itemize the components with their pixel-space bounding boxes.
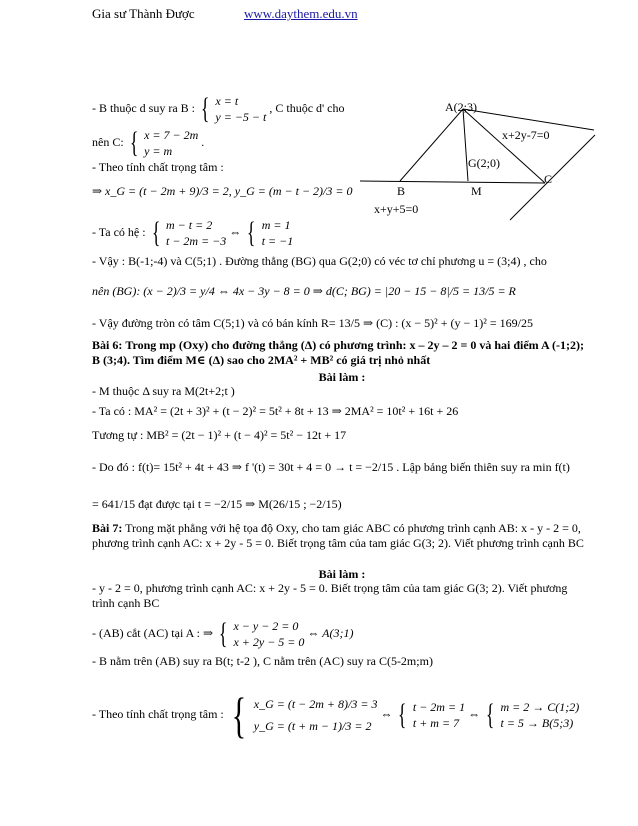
- bai7-sys-g: x_G = (t − 2m + 8)/3 = 3 y_G = (t + m − 1)/3 = 2: [253, 697, 378, 733]
- bai6-line-3: Tương tự : MB² = (2t − 1)² + (t − 4)² = 5t² − 12t + 17: [92, 428, 347, 442]
- bai7-problem: [92, 521, 592, 551]
- bai6-line-1: - M thuộc Δ suy ra M(2t+2;t ): [92, 384, 235, 398]
- label-line-2: x+y+5=0: [374, 202, 419, 216]
- bai7-line-3: - B nằm trên (AB) suy ra B(t; t-2 ), C nằm trên (AC) suy ra C(5-2m;m): [92, 654, 433, 668]
- line-ab: [400, 109, 463, 181]
- bai6-line-4: - Do đó : f(t)= 15t² + 4t + 43 ⇒ f '(t) = 30t + 4 = 0 → t = −2/15 . Lập bảng biến thiên suy ra min f(t): [92, 460, 570, 474]
- triangle-figure: [360, 95, 600, 225]
- s1-line-4: ⇒ x_G = (t − 2m + 9)/3 = 2, y_G = (m − t − 2)/3 = 0: [92, 184, 353, 198]
- s1-sys-c: x = 7 − 2m y = m: [144, 128, 199, 158]
- bai7-text: Trong mặt phẳng với hệ tọa độ Oxy, cho tam giác ABC có phương trình cạnh AB: x - y - 2 = 0, phương trình cạnh AC: x + 2y - 5 = 0. Biết trọng tâm của tam giác G(3; 2). Viết phương trình cạnh BC: [92, 521, 584, 550]
- bai6-problem: [92, 338, 592, 368]
- bai7-line-1: - y - 2 = 0, phương trình cạnh AC: x + 2y - 5 = 0. Biết trọng tâm của tam giác G(3; 2). Viết phương trình cạnh BC: [92, 581, 568, 610]
- header-title: Gia sư Thành Được: [92, 6, 195, 21]
- s1-line-7: nên (BG): (x − 2)/3 = y/4 ⇔ 4x − 3y − 8 = 0 ⇒ d(C; BG) = |20 − 15 − 8|/5 = 13/5 = R: [92, 284, 516, 298]
- bai7-sys-result: m = 2 → C(1;2) t = 5 → B(5;3): [500, 700, 580, 730]
- header-site-link[interactable]: www.daythem.edu.vn: [244, 6, 358, 21]
- line-am: [463, 109, 468, 181]
- bai6-text: Trong mp (Oxy) cho đường thẳng (Δ) có phương trình: x – 2y – 2 = 0 và hai điểm A (-1;2); B (3;4). Tìm điểm M∈ (Δ) sao cho 2MA² + MB² có giá trị nhỏ nhất: [92, 338, 584, 367]
- label-b: B: [397, 184, 406, 198]
- bai6-lam: Bài làm :: [318, 370, 366, 384]
- label-m: M: [471, 184, 482, 198]
- s1-sys-1: m − t = 2 t − 2m = −3: [166, 218, 227, 248]
- bai6-line-5: = 641/15 đạt được tại t = −2/15 ⇒ M(26/15 ; −2/15): [92, 497, 342, 511]
- label-g: G(2;0): [468, 156, 500, 170]
- s1-sys-b: x = t y = −5 − t: [215, 94, 267, 124]
- bai7-lam: Bài làm :: [318, 567, 366, 581]
- bai7-label: Bài 7:: [92, 521, 123, 535]
- s1-sys-2: m = 1 t = −1: [261, 218, 294, 248]
- s1-line-3: - Theo tính chất trọng tâm :: [92, 160, 224, 174]
- s1-line-1: - B thuộc d suy ra B : { x = t y = −5 − t , C thuộc d' cho: [92, 92, 345, 125]
- label-a: A(2;3): [445, 100, 477, 114]
- bai6-line-2: - Ta có : MA² = (2t + 3)² + (t − 2)² = 5t² + 8t + 13 ⇒ 2MA² = 10t² + 16t + 26: [92, 404, 459, 418]
- s1-line-5: - Ta có hệ : { m − t = 2 t − 2m = −3 ⇔ { m = 1 t = −1: [92, 216, 294, 249]
- s1-line-8: - Vậy đường tròn có tâm C(5;1) và có bán kính R= 13/5 ⇒ (C) : (x − 5)² + (y − 1)² = 169/25: [92, 316, 533, 330]
- bai6-label: Bài 6:: [92, 338, 123, 352]
- label-c: C: [544, 172, 553, 186]
- bai7-line-4: - Theo tính chất trọng tâm : { x_G = (t − 2m + 8)/3 = 3 y_G = (t + m − 1)/3 = 2 ⇔ { t − 2m = 1 t + m = 7 ⇔ { m = 2 → C(1;2) t = 5 → B(5;3): [92, 687, 580, 743]
- bai7-sys-a: x − y − 2 = 0 x + 2y − 5 = 0: [233, 619, 305, 649]
- label-line-1: x+2y-7=0: [502, 128, 550, 142]
- bai7-sys-tm: t − 2m = 1 t + m = 7: [412, 700, 466, 730]
- bai7-line-2: - (AB) cắt (AC) tại A : ⇒ { x − y − 2 = 0 x + 2y − 5 = 0 ⇔ A(3;1): [92, 617, 354, 650]
- line-bc: [360, 181, 545, 183]
- s1-line-6: - Vậy : B(-1;-4) và C(5;1) . Đường thẳng (BG) qua G(2;0) có véc tơ chỉ phương u = (3;4) , cho: [92, 254, 547, 268]
- s1-line-2: nên C: { x = 7 − 2m y = m .: [92, 126, 205, 159]
- line-d-prime: [510, 135, 595, 220]
